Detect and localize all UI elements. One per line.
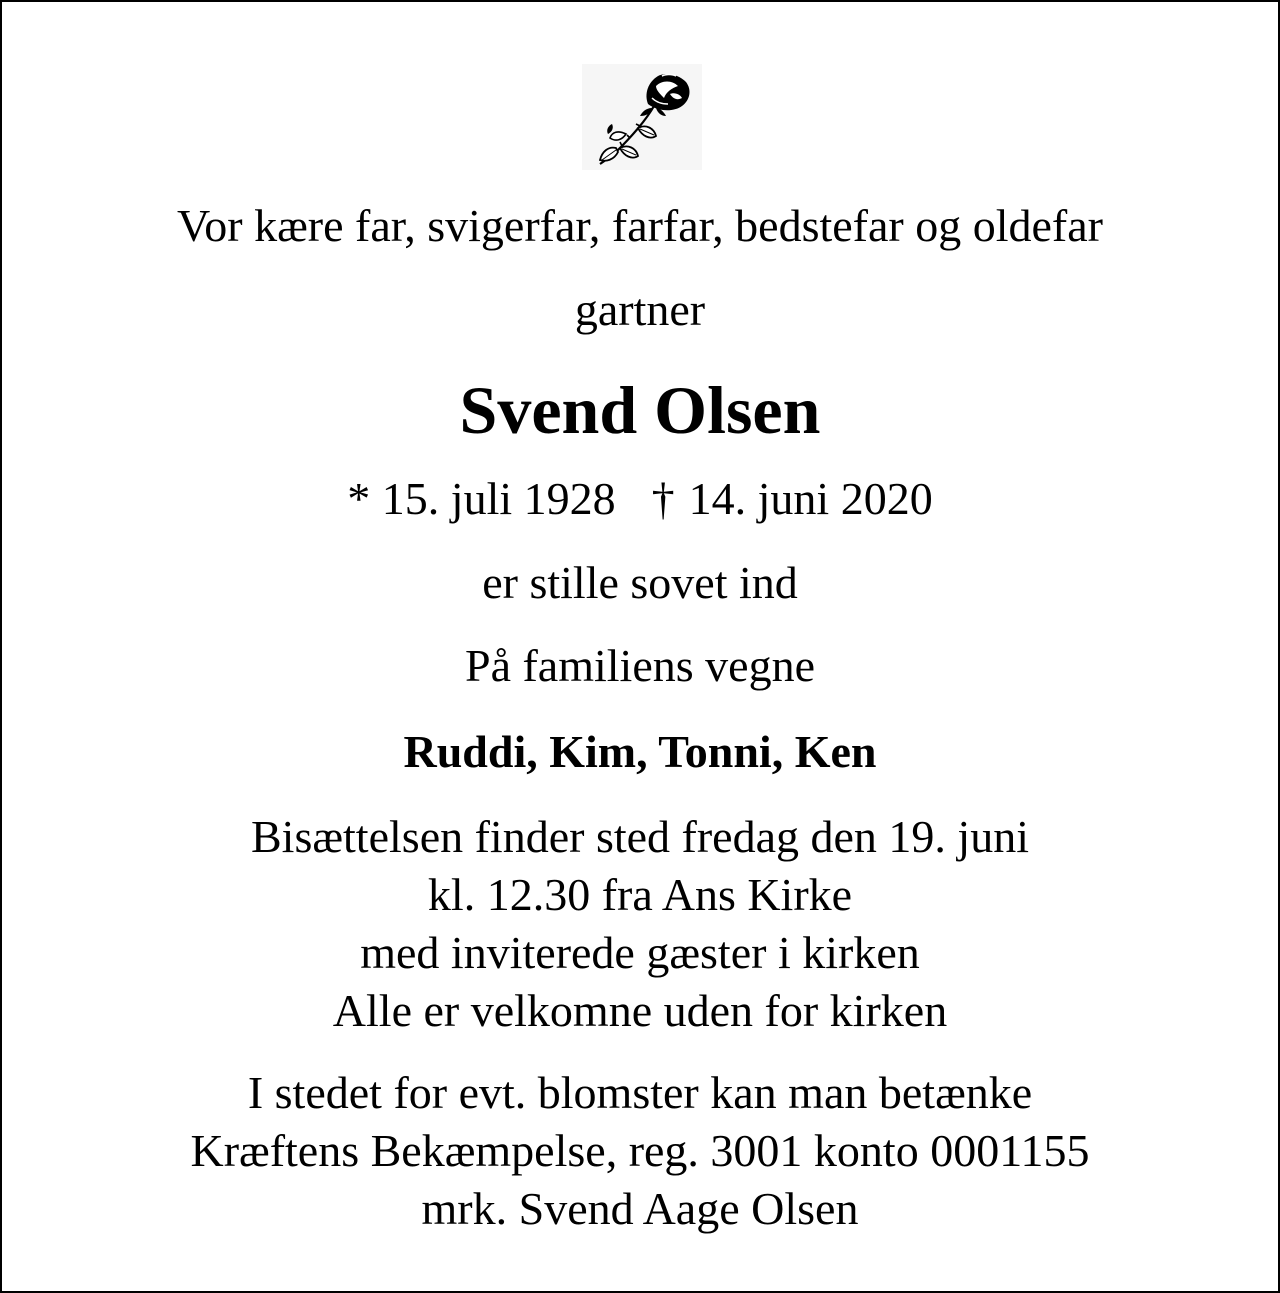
occupation-title: gartner (574, 284, 706, 335)
funeral-line: kl. 12.30 fra Ans Kirke (427, 869, 853, 920)
intro-line: Vor kære far, svigerfar, farfar, bedstefar og oldefar (177, 200, 1103, 251)
funeral-details (2, 808, 1278, 1040)
death-date: 14. juni 2020 (688, 473, 933, 524)
funeral-line: med inviterede gæster i kirken (360, 927, 920, 978)
deceased-name: Svend Olsen (459, 372, 821, 448)
family-names: Ruddi, Kim, Tonni, Ken (403, 726, 877, 777)
life-dates (2, 473, 1278, 524)
signoff-line: På familiens vegne (464, 640, 815, 691)
funeral-line: Bisættelsen finder sted fredag den 19. juni (250, 811, 1029, 862)
donation-line: Kræftens Bekæmpelse, reg. 3001 konto 0001155 (190, 1125, 1090, 1176)
rose-icon (582, 64, 702, 170)
funeral-line: Alle er velkomne uden for kirken (332, 985, 948, 1036)
donation-line: I stedet for evt. blomster kan man betænke (247, 1067, 1033, 1118)
dagger-icon: † (651, 473, 675, 524)
donation-line: mrk. Svend Aage Olsen (421, 1183, 859, 1234)
donation-details (2, 1064, 1278, 1238)
birth-date: * 15. juli 1928 (347, 473, 616, 524)
passing-phrase: er stille sovet ind (482, 557, 798, 608)
